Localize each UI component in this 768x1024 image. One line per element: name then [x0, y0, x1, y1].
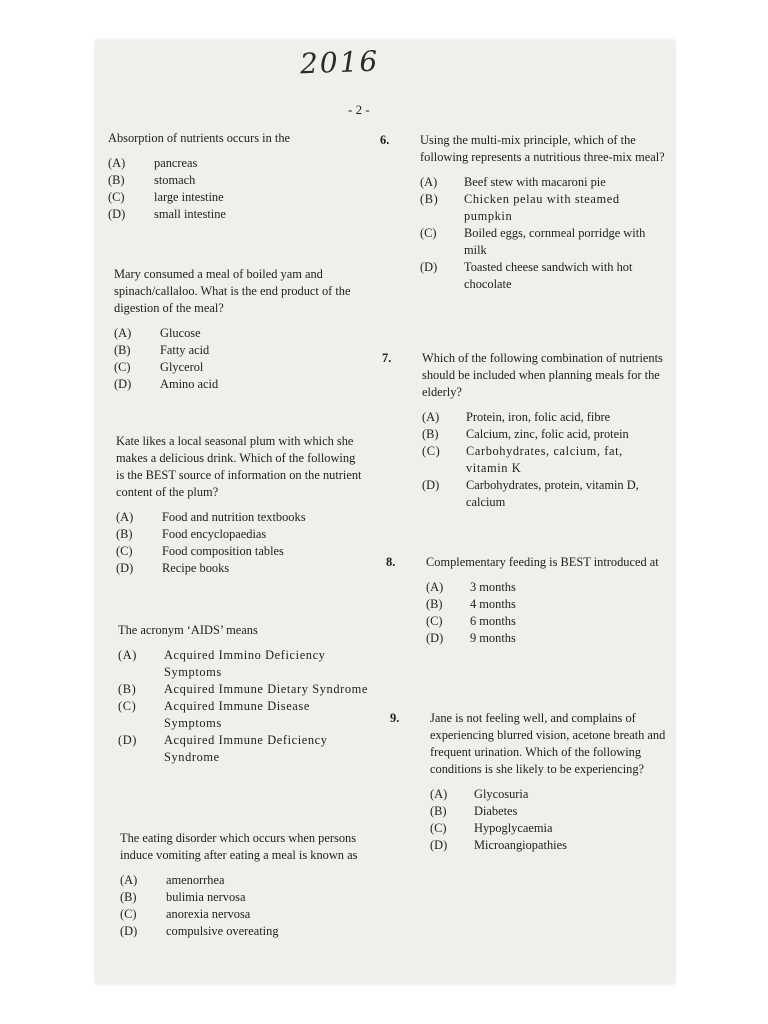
option-letter: (D) — [114, 377, 132, 391]
option-text: Protein, iron, folic acid, fibre — [466, 410, 611, 424]
option-text: Acquired Immune Dietary Syndrome — [164, 682, 368, 696]
option-text: Beef stew with macaroni pie — [464, 175, 606, 189]
option-text: Fatty acid — [160, 343, 210, 357]
question-stem: The acronym ‘AIDS’ means — [118, 623, 258, 637]
answer-option — [430, 803, 675, 820]
option-text: Glucose — [160, 326, 201, 340]
question-number: 7. — [382, 351, 392, 365]
question-number: 6. — [380, 133, 390, 147]
option-text: Glycerol — [160, 360, 204, 374]
question-block — [120, 830, 370, 940]
option-text: compulsive overeating — [166, 924, 279, 938]
question-stem: Using the multi-mix principle, which of the following represents a nutritious three-mix meal? — [420, 133, 665, 164]
answer-option — [430, 820, 675, 837]
answer-option — [114, 325, 364, 342]
answer-option — [420, 174, 665, 191]
option-letter: (D) — [116, 561, 134, 575]
option-letter: (B) — [120, 890, 137, 904]
question-stem: The eating disorder which occurs when persons induce vomiting after eating a meal is known as — [120, 831, 358, 862]
option-letter: (C) — [116, 544, 133, 558]
option-text: Diabetes — [474, 804, 518, 818]
answer-option — [116, 543, 366, 560]
option-text: Acquired Immino Deficiency Symptoms — [164, 648, 326, 679]
option-letter: (C) — [430, 821, 447, 835]
option-text: Microangiopathies — [474, 838, 567, 852]
answer-option — [422, 477, 667, 511]
option-text: 9 months — [470, 631, 516, 645]
answer-option — [430, 786, 675, 803]
option-text: Toasted cheese sandwich with hot chocolate — [464, 260, 633, 291]
question-stem: Kate likes a local seasonal plum with which she makes a delicious drink. Which of the following is the BEST source of information on the nutrient content of the plum? — [116, 434, 362, 499]
option-letter: (C) — [422, 444, 441, 458]
option-text: bulimia nervosa — [166, 890, 246, 904]
answer-option — [114, 376, 364, 393]
option-text: Carbohydrates, protein, vitamin D, calcium — [466, 478, 639, 509]
option-letter: (D) — [430, 838, 448, 852]
option-letter: (B) — [422, 427, 439, 441]
answer-option — [422, 409, 667, 426]
option-text: Hypoglycaemia — [474, 821, 553, 835]
answer-option — [114, 359, 364, 376]
option-text: Glycosuria — [474, 787, 529, 801]
answer-option — [120, 906, 370, 923]
option-letter: (B) — [426, 597, 443, 611]
option-letter: (D) — [426, 631, 444, 645]
question-stem: Which of the following combination of nutrients should be included when planning meals for the elderly? — [422, 351, 663, 399]
question-block — [390, 710, 675, 854]
option-text: large intestine — [154, 190, 224, 204]
answer-option — [116, 560, 366, 577]
option-letter: (D) — [118, 733, 138, 747]
option-letter: (A) — [120, 873, 138, 887]
answer-option — [120, 923, 370, 940]
answer-option — [120, 872, 370, 889]
question-number: 9. — [390, 711, 400, 725]
option-letter: (B) — [114, 343, 131, 357]
option-letter: (A) — [430, 787, 448, 801]
answer-option — [118, 681, 368, 698]
question-block — [114, 266, 364, 393]
handwritten-year: 2016 — [299, 44, 380, 81]
option-text: pancreas — [154, 156, 198, 170]
answer-option — [426, 596, 671, 613]
option-letter: (A) — [420, 175, 438, 189]
option-text: stomach — [154, 173, 196, 187]
option-letter: (C) — [426, 614, 443, 628]
answer-option — [118, 698, 368, 732]
answer-option — [114, 342, 364, 359]
option-letter: (D) — [420, 260, 438, 274]
question-stem: Complementary feeding is BEST introduced at — [426, 555, 659, 569]
option-letter: (A) — [114, 326, 132, 340]
option-text: Food and nutrition textbooks — [162, 510, 306, 524]
option-letter: (A) — [116, 510, 134, 524]
option-letter: (B) — [116, 527, 133, 541]
option-text: amenorrhea — [166, 873, 225, 887]
option-letter: (A) — [108, 156, 126, 170]
answer-option — [420, 225, 665, 259]
answer-option — [116, 526, 366, 543]
option-text: Food composition tables — [162, 544, 284, 558]
option-text: Food encyclopaedias — [162, 527, 267, 541]
option-letter: (D) — [120, 924, 138, 938]
option-letter: (B) — [108, 173, 125, 187]
answer-option — [426, 630, 671, 647]
answer-option — [422, 443, 667, 477]
option-text: anorexia nervosa — [166, 907, 251, 921]
option-text: Calcium, zinc, folic acid, protein — [466, 427, 629, 441]
option-letter: (D) — [422, 478, 440, 492]
option-text: Boiled eggs, cornmeal porridge with milk — [464, 226, 646, 257]
option-text: 6 months — [470, 614, 516, 628]
answer-option — [108, 172, 348, 189]
question-number: 8. — [386, 555, 396, 569]
question-stem: Absorption of nutrients occurs in the — [108, 131, 291, 145]
question-block — [386, 554, 671, 647]
answer-option — [426, 613, 671, 630]
page-number: - 2 - — [348, 102, 370, 117]
option-letter: (C) — [420, 226, 437, 240]
option-letter: (D) — [108, 207, 126, 221]
option-letter: (B) — [420, 192, 439, 206]
answer-option — [116, 509, 366, 526]
question-block — [108, 130, 348, 223]
question-block — [116, 433, 366, 577]
option-letter: (A) — [422, 410, 440, 424]
answer-option — [422, 426, 667, 443]
option-text: Chicken pelau with steamed pumpkin — [464, 192, 620, 223]
answer-option — [108, 155, 348, 172]
answer-option — [420, 259, 665, 293]
answer-option — [108, 206, 348, 223]
option-text: Recipe books — [162, 561, 230, 575]
answer-option — [426, 579, 671, 596]
option-text: Acquired Immune Deficiency Syndrome — [164, 733, 328, 764]
answer-option — [108, 189, 348, 206]
option-text: Acquired Immune Disease Symptoms — [164, 699, 310, 730]
option-text: 4 months — [470, 597, 516, 611]
option-letter: (C) — [120, 907, 137, 921]
answer-option — [118, 647, 368, 681]
option-letter: (B) — [118, 682, 137, 696]
option-letter: (A) — [118, 648, 138, 662]
question-block — [380, 132, 665, 293]
option-letter: (C) — [108, 190, 125, 204]
option-text: 3 months — [470, 580, 516, 594]
answer-option — [118, 732, 368, 766]
option-text: Amino acid — [160, 377, 219, 391]
question-stem: Mary consumed a meal of boiled yam and spinach/callaloo. What is the end product of the digestion of the meal? — [114, 267, 351, 315]
answer-option — [120, 889, 370, 906]
option-text: Carbohydrates, calcium, fat, vitamin K — [466, 444, 623, 475]
question-block — [118, 622, 368, 766]
option-letter: (A) — [426, 580, 444, 594]
option-letter: (C) — [118, 699, 137, 713]
option-text: small intestine — [154, 207, 226, 221]
answer-option — [420, 191, 665, 225]
question-block — [382, 350, 667, 511]
option-letter: (B) — [430, 804, 447, 818]
answer-option — [430, 837, 675, 854]
option-letter: (C) — [114, 360, 131, 374]
question-stem: Jane is not feeling well, and complains of experiencing blurred vision, acetone breath and frequent urination. Which of the following conditions is she likely to be experiencing? — [430, 711, 666, 776]
